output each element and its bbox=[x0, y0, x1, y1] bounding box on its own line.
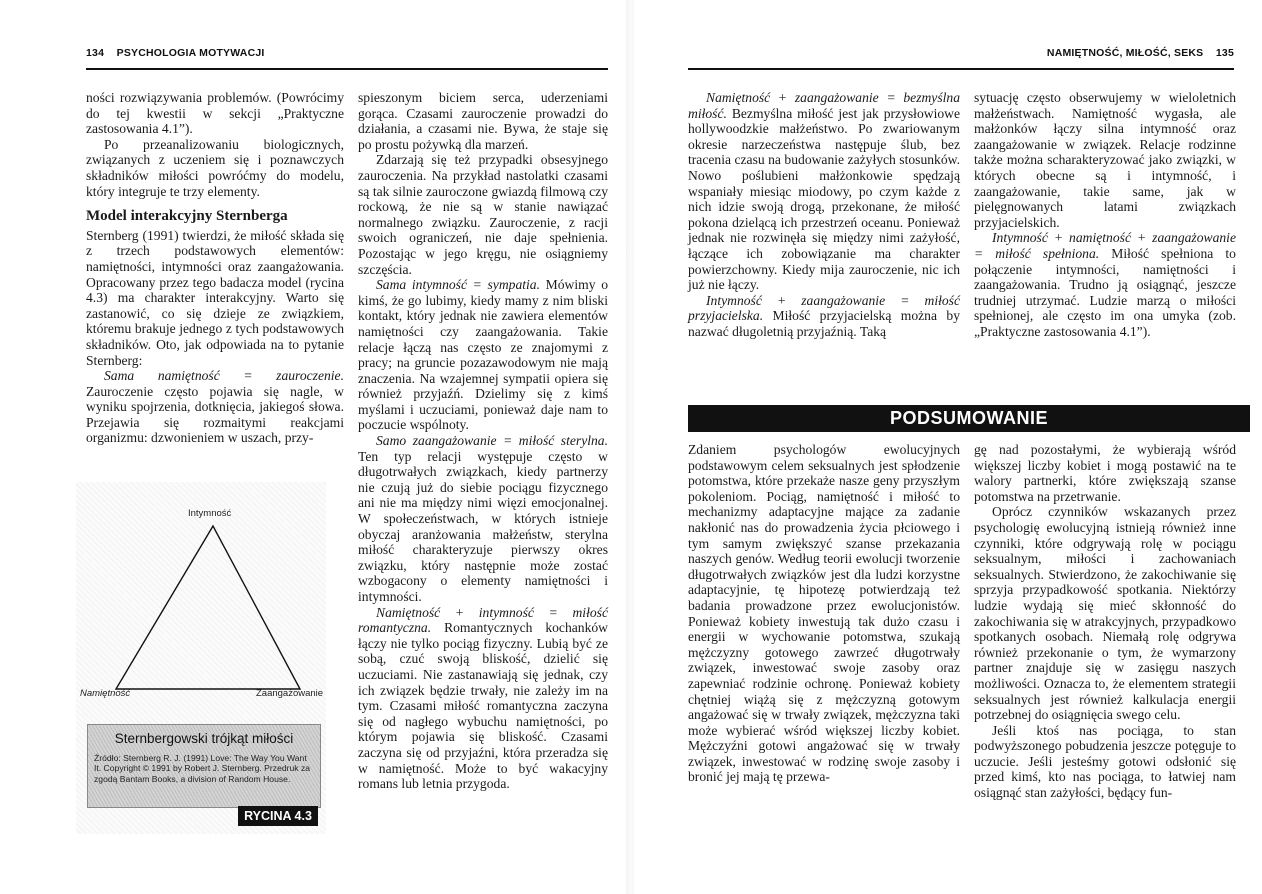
paragraph: Po przeanalizowaniu biologicznych, związanych z uczeniem się i poznawczych składników miłości powróćmy do modelu, który integruje te trzy elementy. bbox=[86, 136, 344, 199]
triangle-shape bbox=[116, 526, 300, 689]
definition-term: Namiętność + intymność = miłość romantyczna. bbox=[358, 604, 608, 636]
definition-term: Sama intymność = sympatia. bbox=[376, 277, 540, 293]
label-intymnosc: Intymność bbox=[188, 508, 232, 519]
left-column-2 bbox=[358, 90, 608, 792]
paragraph bbox=[688, 293, 960, 340]
figure-caption-title: Sternbergowski trójkąt miłości bbox=[114, 731, 294, 746]
paragraph bbox=[974, 230, 1236, 339]
running-title-left: PSYCHOLOGIA MOTYWACJI bbox=[116, 47, 265, 59]
paragraph bbox=[358, 433, 608, 605]
paragraph bbox=[86, 368, 344, 446]
paragraph: sytuację często obserwujemy w wieloletnich małżeństwach. Namiętność wygasła, ale małżonków łączy silna intymność oraz zaangażowanie w związek. Relacje rodzinne także można scharakteryzować jako związki, w których obecne są i intymność, i zaangażowanie, takie same, jak w pielęgnowanych latami związkach przyjacielskich. bbox=[974, 90, 1236, 230]
paragraph: Zdarzają się też przypadki obsesyjnego zauroczenia. Na przykład nastolatki czasami są tak silnie zauroczone gwiazdą filmową czy rockową, że nie są w stanie nawiązać normalnego związku. Zauroczenie, z racji swoich ograniczeń, nie daje spełnienia. Pozostając w jego kręgu, nie osiągniemy szczęścia. bbox=[358, 152, 608, 277]
figure-tag: RYCINA 4.3 bbox=[238, 806, 318, 826]
definition-text: Miłość przyjacielską można by nazwać długoletnią przyjaźnią. Taką bbox=[688, 308, 960, 339]
left-page bbox=[0, 0, 628, 894]
definition-text: Romantycznych kochanków łączy nie tylko pociąg fizyczny. Lubią być ze sobą, czuć swoją bliskość, dzielić się uczuciami. Nie zastanawiają się jednak, czy ich związek będzie trwały, nie zależy im na tym. Czasami miłość romantyczna zaczyna się od nagłego wybuchu namiętności, po którym pojawia się bliskość. Czasami zaczyna się od przyjaźni, która przeradza się w namiętność. Może to być wakacyjny romans lub letnia przygoda. bbox=[358, 620, 608, 792]
figure-source-note: Źródło: Sternberg R. J. (1991) Love: The Way You Want It. Copyright © 1991 by Robert J. Sternberg. Przedruk za zgodą Bantam Books, a division of Random House. bbox=[94, 753, 311, 784]
page-number-left: 134 bbox=[86, 47, 105, 59]
summary-heading: PODSUMOWANIE bbox=[688, 405, 1250, 432]
paragraph: Oprócz czynników wskazanych przez psychologię ewolucyjną istnieją również inne czynniki, które odgrywają rolę w pociągu seksualnym, miłości i zachowaniach seksualnych. Stwierdzono, że zakochiwanie się sprzyja przypadkowość spotkania. Niektórzy ludzie wydają się mieć skłonność do zakochiwania się w atrakcyjnych, przypadkowo spotkanych osobach. Niemałą rolę odgrywa również przekonanie o tym, że wymarzony partner znajduje się w zasięgu naszych możliwości. Oznacza to, że elementem strategii seksualnych jest również kalkulacja energii potrzebnej do osiągnięcia swego celu. bbox=[974, 504, 1236, 723]
definition-term: Sama namiętność = zauroczenie. bbox=[104, 368, 344, 384]
right-column-3 bbox=[688, 442, 960, 785]
definition-text: Zauroczenie często pojawia się nagle, w wyniku spojrzenia, dotknięcia, jakiegoś słowa. Przejawia się rozmaitymi reakcjami organizmu: dzwonieniem w uszach, przy- bbox=[86, 383, 344, 446]
definition-term: Samo zaangażowanie = miłość sterylna. bbox=[376, 433, 608, 449]
paragraph bbox=[688, 90, 960, 293]
header-rule-right bbox=[688, 68, 1234, 70]
paragraph bbox=[358, 277, 608, 433]
definition-term: Intymność + zaangażowanie = miłość przyjacielska. bbox=[688, 292, 960, 324]
paragraph: Jeśli ktoś nas pociąga, to stan podwyższonego pobudzenia jeszcze potęguje to uczucie. Jeśli jesteśmy gotowi odsłonić się przed kimś, kto nas pociąga, to łatwiej nam osiągnąć stan zażyłości, będący fun- bbox=[974, 722, 1236, 801]
page-number-right: 135 bbox=[1215, 47, 1234, 59]
left-running-head bbox=[86, 47, 265, 59]
right-page bbox=[634, 0, 1262, 894]
right-running-head bbox=[1047, 47, 1234, 59]
paragraph: Sternberg (1991) twierdzi, że miłość składa się z trzech podstawowych elementów: namiętności, intymności oraz zaangażowania. Opracowany przez tego badacza model (rycina 4.3) ma charakter interakcyjny. Warto się zastanowić, co się dzieje ze związkiem, któremu brakuje jednego z tych podstawowych składników. Oto, jak odpowiada na to pytanie Sternberg: bbox=[86, 227, 344, 368]
figure-caption-box bbox=[87, 724, 321, 808]
section-heading: Model interakcyjny Sternberga bbox=[86, 208, 288, 225]
paragraph: gę nad pozostałymi, że wybierają wśród większej liczby kobiet i mogą postawić na te walory partnerki, które zwiększają szanse potomstwa na przetrwanie. bbox=[974, 442, 1236, 504]
definition-term: Namiętność + zaangażowanie = bezmyślna miłość. bbox=[688, 90, 960, 121]
definition-text: Miłość spełniona to połączenie intymności, namiętności i zaangażowania. Trudno ją osiągnąć, jeszcze trudniej utrzymać. Ludzie marzą o miłości spełnionej, ale często im ona umyka (zob. „Praktyczne zastosowania 4.1”). bbox=[974, 245, 1236, 339]
figure-sternberg-triangle bbox=[76, 482, 326, 834]
right-column-2 bbox=[974, 90, 1236, 340]
definition-text: Ten typ relacji występuje często w długotrwałych związkach, kiedy partnerzy nie czują już do siebie pociągu fizycznego ani nie ma między nimi więzi emocjonalnej. W społeczeństwach, w których istnieje obyczaj aranżowania małżeństw, sterylna miłość charakteryzuje pierwszy okres związku, który następnie może zostać wzbogacony o elementy namiętności i intymności. bbox=[358, 448, 608, 604]
label-zaangazowanie: Zaangażowanie bbox=[256, 688, 324, 699]
definition-text: Mówimy o kimś, że go lubimy, kiedy mamy z nim bliski kontakt, który jednak nie zawiera elementów namiętności czy zaangażowania. Takie relacje łączą nas często ze znajomymi z pracy; na gruncie pozazawodowym nie mają znaczenia. Na wzajemnej sympatii opiera się również przyjaźń. Dzielimy się z kimś myślami i uczuciami, ponieważ daje nam to poczucie wspólnoty. bbox=[358, 277, 608, 433]
header-rule-left bbox=[86, 68, 608, 70]
paragraph: Zdaniem psychologów ewolucyjnych podstawowym celem seksualnych jest spłodzenie potomstwa, które przekaże nasze geny przyszłym pokoleniom. Pociąg, namiętność i miłość to mechanizmy adaptacyjne mające za zadanie nakłonić nas do prowadzenia życia płciowego i tym samym zwiększyć szanse przekazania naszych genów. Według teorii ewolucji tworzenie długotrwałych związków jest dla ludzi korzystne adaptacyjnie, tę hipotezę potwierdzają też badania prowadzone przez ewolucjonistów. Ponieważ kobiety inwestują tak dużo czasu i energii w wychowanie potomstwa, szukają mężczyzny gotowego zawrzeć długotrwały związek, inwestować swoje zasoby oraz zapewniać rodzinie ochronę. Ponieważ kobiety chętniej wiążą się z mężczyzną gotowym angażować się w trwały związek, mężczyzna taki może wybierać wśród większej liczby kobiet. Mężczyźni gotowi angażować się w trwały związek, inwestować w rodzinę swoje zasoby i bronić jej mają tę przewa- bbox=[688, 442, 960, 785]
paragraph: spieszonym biciem serca, uderzeniami gorąca. Czasami zauroczenie prowadzi do działania, a czasami nie. Bywa, że staje się po prostu pożywką dla marzeń. bbox=[358, 90, 608, 152]
definition-term: Intymność + namiętność + zaangażowanie = miłość spełniona. bbox=[974, 230, 1236, 261]
label-namietnosc: Namiętność bbox=[80, 688, 131, 699]
running-title-right: NAMIĘTNOŚĆ, MIŁOŚĆ, SEKS bbox=[1046, 47, 1204, 59]
left-column-1 bbox=[86, 90, 344, 446]
definition-text: Bezmyślna miłość jest jak przysłowiowe hollywoodzkie małżeństwo. Po zwariowanym okresie narzeczeństwa następuje ślub, bez tracenia czasu na budowanie zażyłych stosunków. Nowo poślubieni małżonkowie spędzają wspaniały miesiąc miodowy, po czym każde z nich idzie swoją drogą, przekonane, że miłość pokona dzielącą ich przestrzeń oceanu. Ponieważ jednak nie rozwinęła się między nimi zażyłość, łączące ich zobowiązanie ma charakter powierzchowny. Kiedy mija zauroczenie, nic ich już nie łączy. bbox=[688, 105, 960, 293]
right-column-1 bbox=[688, 90, 960, 340]
paragraph bbox=[358, 605, 608, 792]
right-column-4 bbox=[974, 442, 1236, 801]
paragraph: ności rozwiązywania problemów. (Powrócimy do tej kwestii w sekcji „Praktyczne zastosowania 4.1”). bbox=[86, 90, 344, 137]
